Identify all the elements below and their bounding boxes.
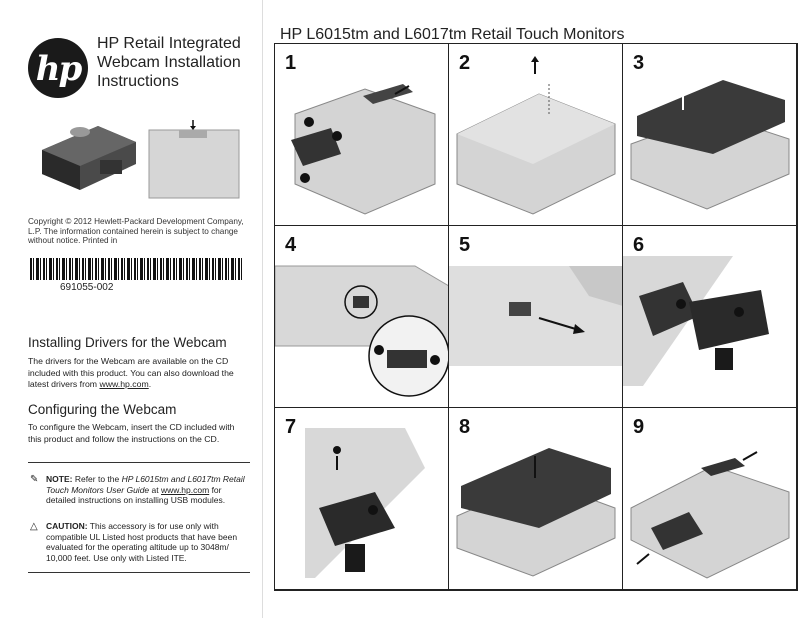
step-7-illustration bbox=[275, 408, 449, 590]
step-number: 5 bbox=[459, 234, 471, 256]
step-1-illustration bbox=[275, 44, 449, 226]
caution-text: CAUTION: This accessory is for use only with compatible UL Listed host products that have been evaluated for the operating altitude up to 3048m/ 10,000 feet. Use only with Listed ITE. bbox=[46, 521, 238, 563]
part-number: 691055-002 bbox=[60, 282, 114, 293]
step-number: 7 bbox=[285, 416, 297, 438]
config-text: To configure the Webcam, insert the CD included with this product and follow the instructions on the CD. bbox=[28, 422, 235, 444]
step-2-illustration bbox=[449, 44, 623, 226]
monitor-back-image bbox=[145, 120, 245, 200]
step-number: 6 bbox=[633, 234, 645, 256]
divider bbox=[28, 572, 250, 573]
step-3-illustration bbox=[623, 44, 797, 226]
step-2 bbox=[449, 44, 623, 226]
note-icon: ✎ bbox=[30, 474, 39, 485]
drivers-heading: Installing Drivers for the Webcam bbox=[28, 335, 227, 350]
note-text: NOTE: Refer to the HP L6015tm and L6017tm Retail Touch Monitors User Guide at www.hp.com for detailed instructions on installing USB modules. bbox=[46, 474, 245, 505]
drivers-text: The drivers for the Webcam are available on the CD included with this product. You can also download the latest drivers from www.hp.com. bbox=[28, 356, 234, 389]
product-title: HP L6015tm and L6017tm Retail Touch Monitors bbox=[280, 26, 625, 43]
step-number: 3 bbox=[633, 52, 645, 74]
step-7 bbox=[275, 408, 449, 590]
step-9-illustration bbox=[623, 408, 797, 590]
caution-icon: △ bbox=[30, 521, 38, 532]
drivers-link[interactable]: www.hp.com bbox=[99, 379, 149, 389]
step-8 bbox=[449, 408, 623, 590]
step-9 bbox=[623, 408, 797, 590]
barcode bbox=[30, 258, 242, 280]
step-1 bbox=[275, 44, 449, 226]
steps-grid bbox=[274, 43, 798, 591]
left-column bbox=[0, 0, 262, 618]
step-3 bbox=[623, 44, 797, 226]
step-5-illustration bbox=[449, 226, 623, 408]
step-4-illustration bbox=[275, 226, 449, 408]
config-heading: Configuring the Webcam bbox=[28, 402, 177, 417]
step-6-illustration bbox=[623, 226, 797, 408]
step-8-illustration bbox=[449, 408, 623, 590]
step-5 bbox=[449, 226, 623, 408]
step-number: 4 bbox=[285, 234, 297, 256]
step-number: 1 bbox=[285, 52, 297, 74]
step-number: 9 bbox=[633, 416, 645, 438]
column-divider bbox=[262, 0, 263, 618]
webcam-product-image bbox=[28, 112, 140, 198]
note-link[interactable]: www.hp.com bbox=[161, 484, 210, 495]
step-number: 2 bbox=[459, 52, 471, 74]
copyright-text: Copyright © 2012 Hewlett-Packard Development Company, L.P. The information contained herein is subject to change without notice. Printed in bbox=[28, 217, 244, 245]
step-4 bbox=[275, 226, 449, 408]
hp-logo: hp bbox=[28, 38, 88, 98]
document-title: HP Retail Integrated Webcam Installation Instructions bbox=[97, 35, 241, 90]
divider bbox=[28, 462, 250, 463]
step-number: 8 bbox=[459, 416, 471, 438]
step-6 bbox=[623, 226, 797, 408]
